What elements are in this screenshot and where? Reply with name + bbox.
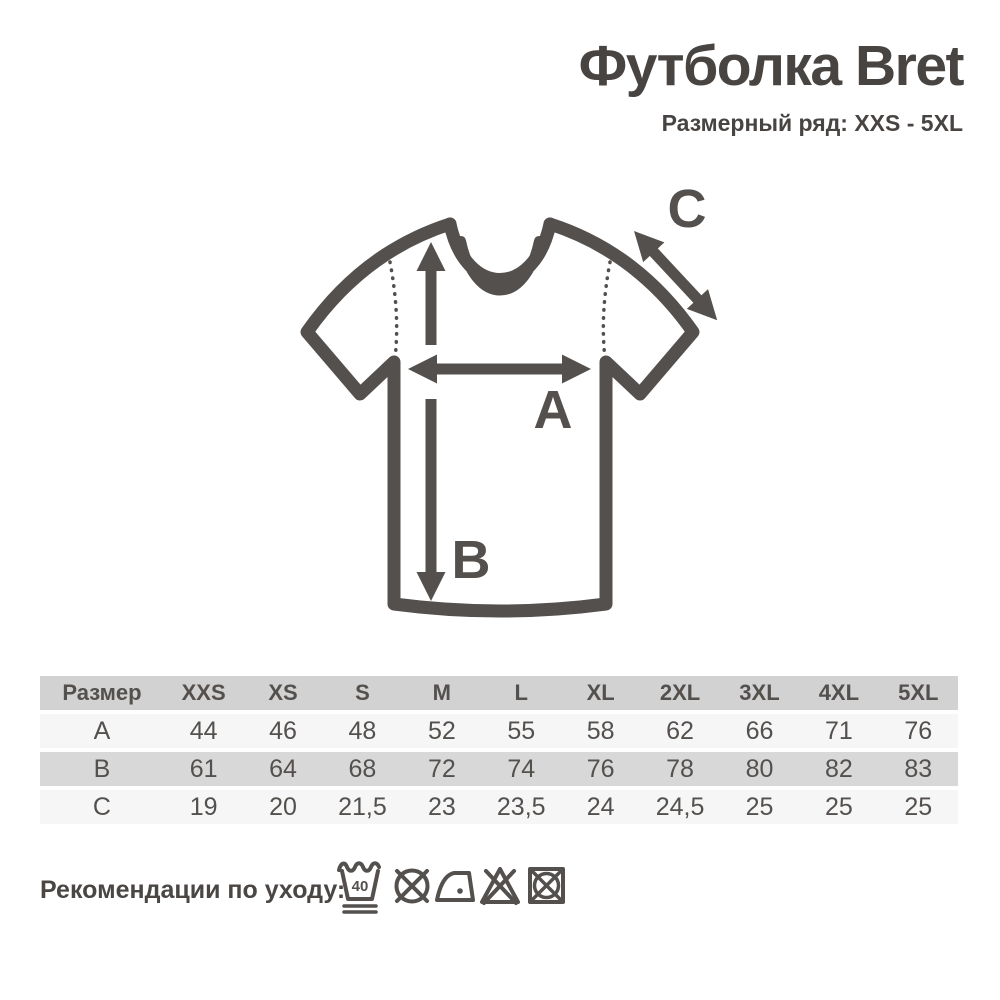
- size-table-header-row: [40, 676, 958, 710]
- size-cell: 21,5: [323, 790, 402, 824]
- size-cell: 66: [720, 714, 799, 748]
- header-cell: XXS: [164, 676, 243, 710]
- header-cell: XL: [561, 676, 640, 710]
- row-label: C: [40, 790, 164, 824]
- label-C: C: [667, 179, 707, 239]
- size-cell: 74: [482, 752, 561, 786]
- care-icons: [335, 856, 575, 928]
- size-cell: 44: [164, 714, 243, 748]
- size-cell: 24,5: [640, 790, 719, 824]
- header-cell: S: [323, 676, 402, 710]
- size-cell: 80: [720, 752, 799, 786]
- header-cell: XS: [243, 676, 322, 710]
- table-row-A: [40, 714, 958, 748]
- size-table: [40, 672, 958, 828]
- tshirt-outline-icon: [307, 224, 693, 611]
- size-cell: 52: [402, 714, 481, 748]
- size-cell: 19: [164, 790, 243, 824]
- header-cell: 3XL: [720, 676, 799, 710]
- do-not-dry-clean-icon: [397, 871, 428, 902]
- size-cell: 55: [482, 714, 561, 748]
- size-cell: 20: [243, 790, 322, 824]
- size-cell: 71: [799, 714, 878, 748]
- size-cell: 25: [879, 790, 958, 824]
- size-cell: 78: [640, 752, 719, 786]
- tshirt-measurement-diagram: [270, 175, 770, 660]
- size-cell: 25: [799, 790, 878, 824]
- size-cell: 48: [323, 714, 402, 748]
- header-cell: 2XL: [640, 676, 719, 710]
- size-cell: 62: [640, 714, 719, 748]
- header-cell: 4XL: [799, 676, 878, 710]
- header-cell: Размер: [40, 676, 164, 710]
- size-cell: 68: [323, 752, 402, 786]
- row-label: B: [40, 752, 164, 786]
- header-cell: 5XL: [879, 676, 958, 710]
- body-length-arrow-top-icon: [417, 242, 446, 345]
- size-cell: 72: [402, 752, 481, 786]
- size-cell: 24: [561, 790, 640, 824]
- size-cell: 23,5: [482, 790, 561, 824]
- wash-temp-value: 40: [351, 878, 369, 895]
- product-title: Футболка Bret: [578, 34, 963, 98]
- size-range-subtitle: Размерный ряд: XXS - 5XL: [661, 110, 963, 136]
- size-cell: 58: [561, 714, 640, 748]
- size-cell: 25: [720, 790, 799, 824]
- size-cell: 64: [243, 752, 322, 786]
- size-cell: 82: [799, 752, 878, 786]
- size-cell: 83: [879, 752, 958, 786]
- size-cell: 76: [879, 714, 958, 748]
- table-row-C: [40, 790, 958, 824]
- do-not-bleach-icon: [482, 869, 518, 903]
- size-cell: 61: [164, 752, 243, 786]
- do-not-tumble-dry-icon: [530, 869, 563, 902]
- size-cell: 76: [561, 752, 640, 786]
- table-row-B: [40, 752, 958, 786]
- label-A: A: [533, 380, 573, 440]
- size-cell: 23: [402, 790, 481, 824]
- iron-low-temp-icon: [437, 873, 473, 900]
- care-recommendations-label: Рекомендации по уходу:: [40, 876, 346, 904]
- header-cell: L: [482, 676, 561, 710]
- size-cell: 46: [243, 714, 322, 748]
- row-label: A: [40, 714, 164, 748]
- label-B: B: [451, 530, 491, 590]
- wash-40-icon: [339, 863, 379, 912]
- body-length-arrow-bottom-icon: [417, 399, 446, 601]
- header: [579, 36, 963, 137]
- header-cell: M: [402, 676, 481, 710]
